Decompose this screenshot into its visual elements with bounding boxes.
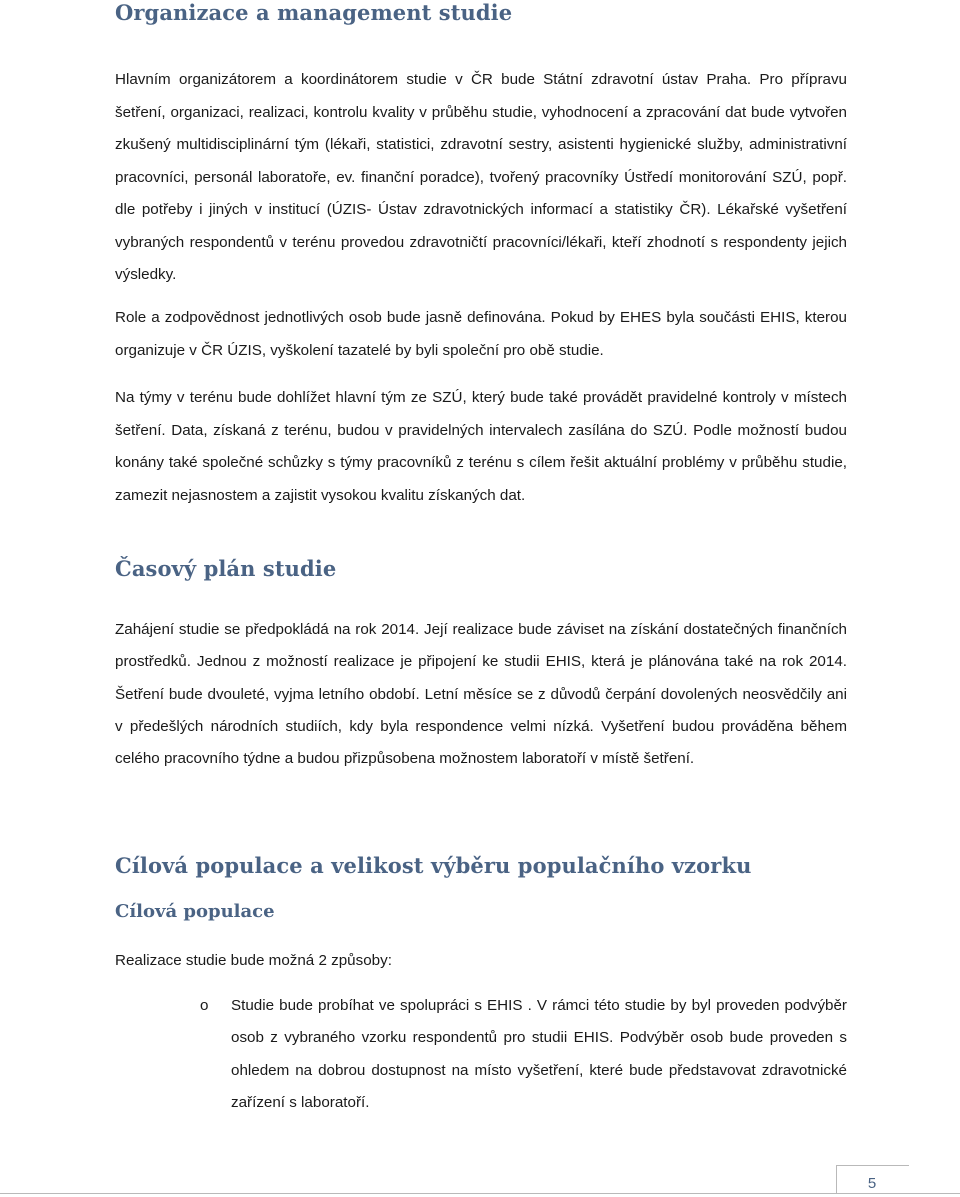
paragraph-casovy-plan: Zahájení studie se předpokládá na rok 2014. Její realizace bude záviset na získání dostatečných finančních prostředků. Jednou z možností realizace je připojení ke studii EHIS, která je plánována také na rok 2014. Šetření bude dvouleté, vyjma letního období. Letní měsíce se z důvodů čerpání dovolených neosvědčily ani v předešlých národních studiích, kdy byla respondence velmi nízká. Vyšetření budou prováděna během celého pracovního týdne a budou přizpůsobena možnostem laboratoří v místě šetření.	[115, 621, 847, 768]
footer-rule	[0, 1193, 960, 1194]
page-number: 5	[867, 1175, 877, 1192]
paragraph-organizace-2: Role a zodpovědnost jednotlivých osob bude jasně definována. Pokud by EHES byla součásti EHIS, kterou organizuje v ČR ÚZIS, vyškolení tazatelé by byli společní pro obě studie.	[115, 309, 847, 359]
heading-organizace: Organizace a management studie	[115, 0, 513, 25]
bullet-list	[200, 990, 847, 1119]
subheading-cilova-populace: Cílová populace	[115, 901, 275, 922]
bullet-marker: o	[200, 997, 209, 1014]
heading-casovy-plan: Časový plán studie	[115, 556, 337, 581]
bullet-item-1: Studie bude probíhat ve spolupráci s EHIS . V rámci této studie by byl proveden podvýběr osob z vybraného vzorku respondentů pro studii EHIS. Podvýběr osob bude proveden s ohledem na dobrou dostupnost na místo vyšetření, které bude představovat zdravotnické zařízení s laboratoří.	[231, 997, 847, 1111]
heading-cilova-populace: Cílová populace a velikost výběru populačního vzorku	[115, 853, 752, 878]
paragraph-organizace-3: Na týmy v terénu bude dohlížet hlavní tým ze SZÚ, který bude také provádět pravidelné kontroly v místech šetření. Data, získaná z terénu, budou v pravidelných intervalech zasílána do SZÚ. Podle možností budou konány také společné schůzky s týmy pracovníků z terénu s cílem řešit aktuální problémy v průběhu studie, zamezit nejasnostem a zajistit vysokou kvalitu získaných dat.	[115, 389, 847, 504]
paragraph-realizace-intro: Realizace studie bude možná 2 způsoby:	[115, 952, 392, 969]
paragraph-organizace-1: Hlavním organizátorem a koordinátorem studie v ČR bude Státní zdravotní ústav Praha. Pro přípravu šetření, organizaci, realizaci, kontrolu kvality v průběhu studie, vyhodnocení a zpracování dat bude vytvořen zkušený multidisciplinární tým (lékaři, statistici, zdravotní sestry, asistenti hygienické služby, administrativní pracovníci, personál laboratoře, ev. finanční poradce), tvořený pracovníky Ústředí monitorování SZÚ, popř. dle potřeby i jiných v institucí (ÚZIS- Ústav zdravotnických informací a statistiky ČR). Lékařské vyšetření vybraných respondentů v terénu provedou zdravotničtí pracovníci/lékaři, kteří zhodnotí s respondenty jejich výsledky.	[115, 71, 847, 283]
